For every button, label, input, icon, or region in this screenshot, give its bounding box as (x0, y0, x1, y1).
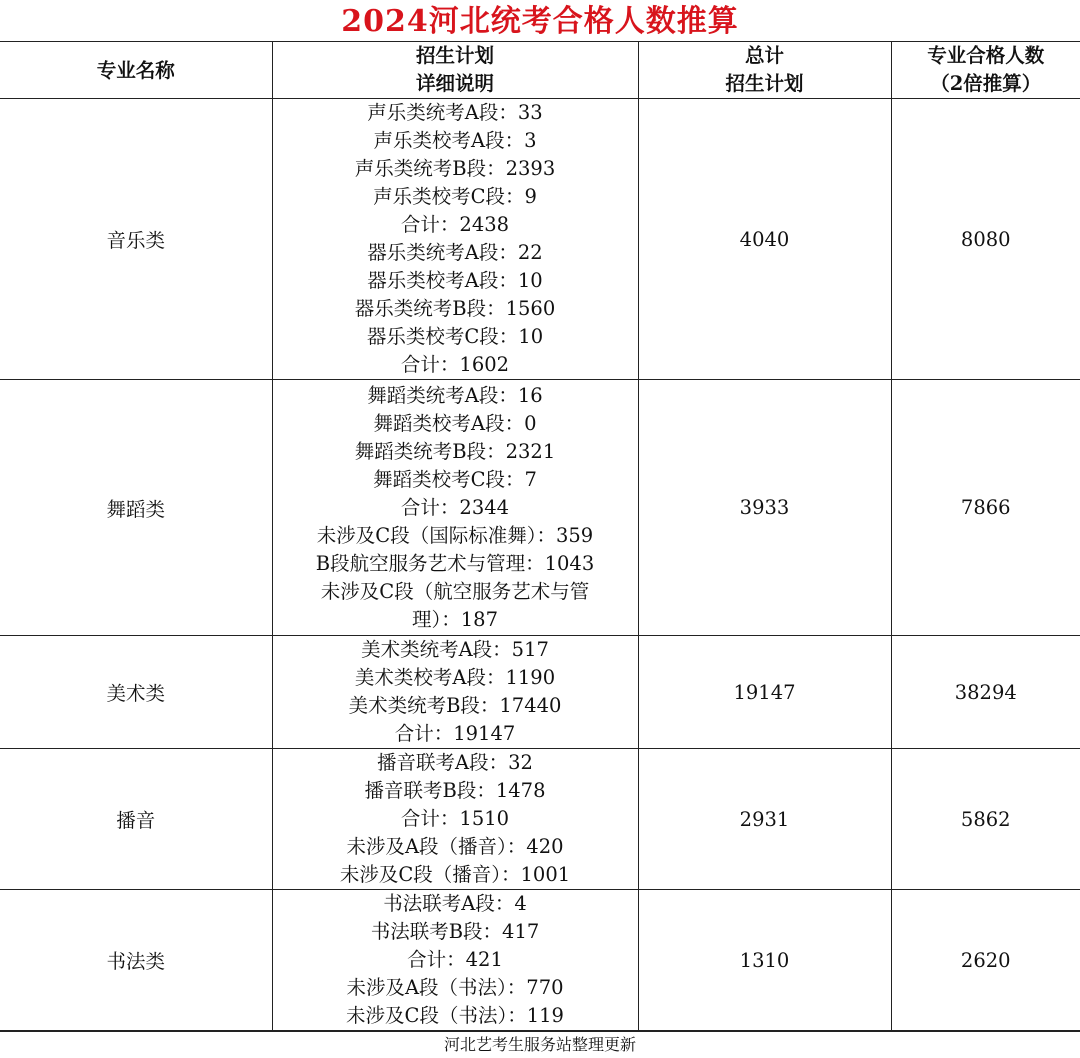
plan-detail-line: 器乐类统考B段：1560 (273, 295, 638, 323)
plan-detail-line: 器乐类校考A段：10 (273, 267, 638, 295)
plan-detail-line: 书法联考A段：4 (273, 890, 638, 918)
plan-detail-line: 器乐类校考C段：10 (273, 323, 638, 351)
plan-detail-line: 书法联考B段：417 (273, 918, 638, 946)
header-total-line: 招生计划 (639, 70, 891, 98)
plan-detail-line: 舞蹈类统考B段：2321 (273, 438, 638, 466)
header-detail (272, 42, 638, 99)
plan-detail-cell (272, 99, 638, 380)
table-header-row (0, 42, 1080, 99)
table-row (0, 749, 1080, 890)
total-plan-cell: 4040 (638, 99, 891, 380)
plan-detail-line: 美术类统考A段：517 (273, 636, 638, 664)
plan-detail-line: 未涉及C段（书法）：119 (273, 1002, 638, 1030)
plan-detail-line: 合计：19147 (273, 720, 638, 748)
plan-detail-line: B段航空服务艺术与管理：1043 (273, 550, 638, 578)
plan-detail-line: 合计：2438 (273, 211, 638, 239)
table-row (0, 380, 1080, 636)
plan-detail-cell (272, 890, 638, 1031)
major-name-cell: 舞蹈类 (0, 380, 272, 636)
header-major: 专业名称 (0, 42, 272, 99)
header-total-line: 总计 (639, 42, 891, 70)
header-qualified-line: （2倍推算） (892, 70, 1080, 98)
plan-detail-line: 合计：1602 (273, 351, 638, 379)
plan-detail-cell (272, 749, 638, 890)
plan-detail-line: 美术类统考B段：17440 (273, 692, 638, 720)
qualified-count-cell: 38294 (891, 636, 1080, 749)
major-name-cell: 书法类 (0, 890, 272, 1031)
plan-detail-line: 舞蹈类校考C段：7 (273, 466, 638, 494)
total-plan-cell: 1310 (638, 890, 891, 1031)
plan-detail-line: 播音联考B段：1478 (273, 777, 638, 805)
plan-detail-line: 理）：187 (273, 606, 638, 634)
header-qualified (891, 42, 1080, 99)
page-title: 2024河北统考合格人数推算 (0, 0, 1080, 42)
plan-detail-line: 声乐类校考C段：9 (273, 183, 638, 211)
plan-detail-cell (272, 636, 638, 749)
plan-detail-line: 合计：421 (273, 946, 638, 974)
qualified-count-cell: 2620 (891, 890, 1080, 1031)
major-name-cell: 美术类 (0, 636, 272, 749)
plan-detail-line: 声乐类校考A段：3 (273, 127, 638, 155)
admission-table (0, 42, 1080, 1031)
header-total (638, 42, 891, 99)
table-row (0, 99, 1080, 380)
plan-detail-line: 合计：2344 (273, 494, 638, 522)
plan-detail-line: 舞蹈类统考A段：16 (273, 382, 638, 410)
total-plan-cell: 3933 (638, 380, 891, 636)
qualified-count-cell: 8080 (891, 99, 1080, 380)
table-row (0, 636, 1080, 749)
plan-detail-line: 未涉及C段（播音）：1001 (273, 861, 638, 889)
plan-detail-line: 声乐类统考A段：33 (273, 99, 638, 127)
header-detail-line: 详细说明 (273, 70, 638, 98)
header-detail-line: 招生计划 (273, 42, 638, 70)
plan-detail-line: 未涉及A段（书法）：770 (273, 974, 638, 1002)
total-plan-cell: 2931 (638, 749, 891, 890)
plan-detail-line: 器乐类统考A段：22 (273, 239, 638, 267)
qualified-count-cell: 7866 (891, 380, 1080, 636)
plan-detail-line: 合计：1510 (273, 805, 638, 833)
plan-detail-line: 未涉及C段（国际标准舞）：359 (273, 522, 638, 550)
table-row (0, 890, 1080, 1031)
plan-detail-line: 未涉及C段（航空服务艺术与管 (273, 578, 638, 606)
plan-detail-line: 播音联考A段：32 (273, 749, 638, 777)
major-name-cell: 音乐类 (0, 99, 272, 380)
table-body (0, 99, 1080, 1031)
plan-detail-line: 声乐类统考B段：2393 (273, 155, 638, 183)
header-qualified-line: 专业合格人数 (892, 42, 1080, 70)
plan-detail-line: 未涉及A段（播音）：420 (273, 833, 638, 861)
qualified-count-cell: 5862 (891, 749, 1080, 890)
plan-detail-cell (272, 380, 638, 636)
major-name-cell: 播音 (0, 749, 272, 890)
plan-detail-line: 舞蹈类校考A段：0 (273, 410, 638, 438)
plan-detail-line: 美术类校考A段：1190 (273, 664, 638, 692)
footer-credit: 河北艺考生服务站整理更新 (0, 1031, 1080, 1056)
total-plan-cell: 19147 (638, 636, 891, 749)
